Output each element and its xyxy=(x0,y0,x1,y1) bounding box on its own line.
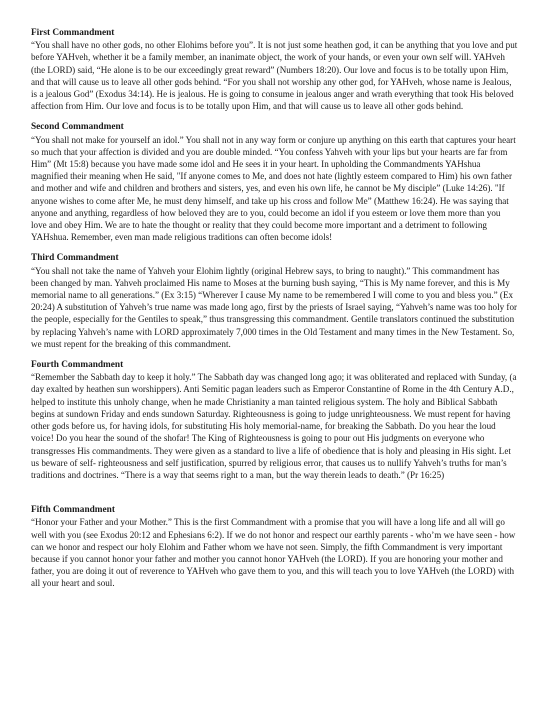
section-heading: Fifth Commandment xyxy=(31,505,115,516)
section-second-commandment xyxy=(31,121,518,243)
section-body: “Honor your Father and your Mother.” This is the first Commandment with a promise that you will have a long life and all will go well with you (see Exodus 20:12 and Ephesians 6:2). If we do not honor and respect our earthly parents - who’m we have seen - how can we honor and respect our holy Elohim and Father whom we have not seen. Simply, the fifth Commandment is very important because if you cannot honor your father and mother you cannot honor YAHveh (the LORD). If you are honoring your mother and father, you are doing it out of reverence to YAHveh who gave them to you, and this will teach you to love YAHveh (the LORD) with all your heart and soul. xyxy=(31,517,516,589)
section-heading: Third Commandment xyxy=(31,253,119,264)
section-body: “You shall have no other gods, no other Elohims before you”. It is not just some heathen god, it can be anything that you love and put before YAHveh, whether it be a family member, an inanimate object, the work of your hands, or even your own self will. YAHveh (the LORD) said, “He alone is to be our exceedingly great reward” (Numbers 18:20). Our love and focus is to be totally upon Him, and that will cause us to leave all other gods behind. “For you shall not worship any other god, for YAHveh, whose name is Jealous, is a jealous God” (Exodus 34:14). He is jealous. He is going to consume in jealous anger and wrath everything that took His beloved affection from Him. Our love and focus is to be totally upon Him, and that will cause us to leave all other gods behind. xyxy=(31,40,518,112)
section-first-commandment xyxy=(31,27,518,112)
section-body: “You shall not take the name of Yahveh your Elohim lightly (original Hebrew says, to bring to naught).” This commandment has been changed by man. Yahveh proclaimed His name to Moses at the burning bush saying, “This is My name forever, and this is My memorial name to all generations.” (Ex 3:15) “Wherever I cause My name to be remembered I will come to you and bless you.” (Ex 20:24) A substitution of Yahveh’s true name was made long ago, first by the priests of Israel saying, “Yahveh’s name was too holy for the people, especially for the Gentiles to speak,” thus transgressing this commandment. Gentile translators continued the substitution by replacing Yahveh’s name with LORD approximately 7,000 times in the Old Testament and many times in the New Testament. So, we must repent for the breaking of this commandment. xyxy=(31,265,518,349)
section-body: “You shall not make for yourself an idol.” You shall not in any way form or conjure up anything on this earth that captures your heart so much that your affection is divided and you are double minded. “You confess Yahveh with your lips but your hearts are far from Him” (Mt 15:8) because you have made some idol and He sees it in your heart. In upholding the Commandments YAHshua magnified their meaning when He said, "If anyone comes to Me, and does not hate (lightly esteem compared to Him) his own father and mother and wife and children and brothers and sisters, yes, and even his own life, he cannot be My disciple” (Luke 14:26). "If anyone wishes to come after Me, he must deny himself, and take up his cross and follow Me” (Matthew 16:24). He was saying that anyone and anything, regardless of how beloved they are to you, could become an idol if you esteem or love them more than you love and obey Him. We are to hate the thought or reality that they could become more important and a detriment to following YAHshua. Remember, even man made religious traditions can often become idols! xyxy=(31,134,516,243)
section-third-commandment xyxy=(31,252,518,350)
section-heading: Second Commandment xyxy=(31,122,124,133)
section-heading: Fourth Commandment xyxy=(31,360,124,371)
section-body: “Remember the Sabbath day to keep it holy.” The Sabbath day was changed long ago; it was obliterated and replaced with Sunday, (a day exalted by heathen sun worshippers). Anti Semitic pagan leaders such as Emperor Constantine of Rome in the 4th Century A.D., helped to institute this unholy change, when he made Christianity a man tainted religious system. The holy and Biblical Sabbath begins at sundown Friday and ends sundown Saturday. Righteousness is going to judge unrighteousness. We must repent for having other gods before us, for having idols, for substituting His holy memorial-name, for breaking the Sabbath. Do you hear the loud voice! Do you hear the sound of the shofar! The King of Righteousness is going to pour out His judgments on everyone who transgresses His commandments. They were given as a standard to live a life of obedience that is holy and pleasing in His sight. Let us beware of self- righteousness and self justification, spurred by religious error, that causes us to nullify Yahveh’s truths for man’s traditions and doctrines. “There is a way that seems right to a man, but the way therein leads to death.” (Pr 16:25) xyxy=(31,372,517,480)
section-fifth-commandment xyxy=(31,504,518,589)
section-fourth-commandment xyxy=(31,359,518,481)
section-heading: First Commandment xyxy=(31,28,115,38)
